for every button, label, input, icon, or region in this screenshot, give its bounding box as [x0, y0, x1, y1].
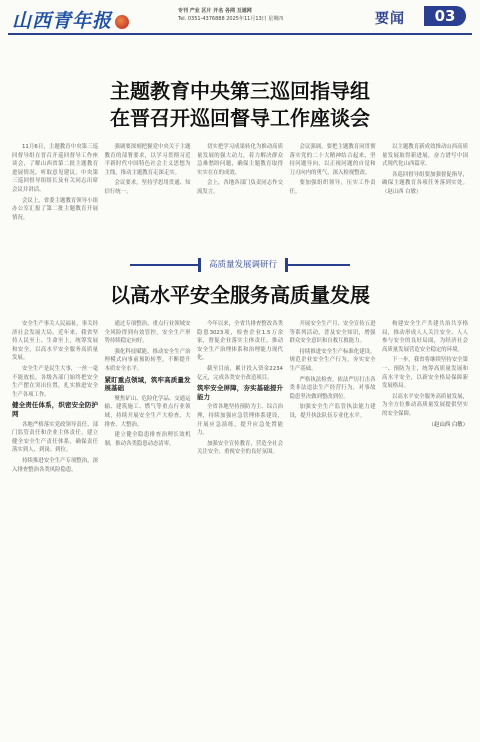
meta-line-2: Tel. 0351-4376888 2025年11月13日 星期四 [178, 16, 284, 22]
article1-column [12, 143, 98, 236]
paragraph: 截至目前，累计投入资金2234亿元，完成各类安全改造项目。 [197, 365, 283, 381]
paragraph: 以高水平安全服务高质量发展，为全方位推动高质量发展提供坚实的安全保障。 [382, 393, 468, 417]
meta-line-1: 专刊 产业 区片 开名 各网 互通网 [178, 8, 252, 14]
paragraph: 开展安全生产月、安全宣传五进等系列活动，普及安全知识，增强群众安全意识和自救互救能力。 [289, 321, 376, 345]
paragraph: 会议要求，坚持学思用贯通、知信行统一。 [104, 180, 191, 195]
paragraph: 聚焦矿山、危险化学品、交通运输、建筑施工、燃气等重点行业领域，持续开展安全生产大检查、大排查、大整治。 [104, 395, 191, 428]
paragraph: 11月6日，主题教育中央第三巡回督导组在晋召开巡回督导工作座谈会，了解山西省第二批主题教育进展情况，听取意见建议。中央第三巡回督导组组长及有关同志出席会议并讲话。 [12, 144, 98, 193]
article2-column [382, 320, 468, 732]
masthead [0, 0, 480, 44]
article2-column [12, 320, 98, 732]
paragraph: 下一步，我省将继续坚持安全第一、预防为主，统筹高质量发展和高水平安全，以新安全格局保障新发展格局。 [382, 357, 468, 390]
paragraph: 会上，各地各部门负责同志作交流发言。 [197, 180, 283, 195]
logo-emblem-icon [115, 15, 129, 29]
paragraph: 安全生产是民生大事，一丝一毫不能放松。各级各部门始终把安全生产摆在突出位置，扎实推进安全生产各项工作。 [12, 365, 98, 398]
article2-headline: 以高水平安全服务高质量发展 [110, 283, 370, 307]
paragraph: 要加强组织领导，压实工作责任。 [289, 180, 376, 195]
paragraph: 全省各地坚持预防为主、综合治理，持续加强应急管理体系建设，开展应急演练，提升应急处置能力。 [197, 404, 283, 437]
paragraph: 加强安全生产监管执法能力建设，提升执法队伍专业化水平。 [289, 404, 376, 419]
paragraph: 构建安全生产共建共治共享格局，推动形成人人关注安全、人人参与安全的良好局面，为经济社会高质量发展营造安全稳定的环境。 [382, 321, 468, 353]
byline: （赵山西 白敏） [428, 421, 468, 428]
section-label: 要闻 [375, 11, 405, 27]
paragraph: 通过专项整治，重点行业领域安全风险得到有效管控，安全生产形势持续稳定向好。 [104, 321, 191, 345]
page-number: 03 [424, 6, 466, 26]
paragraph: 切实把学习成果转化为推动高质量发展的强大动力，着力解决群众急难愁盼问题，确保主题教育取得实实在在的成效。 [197, 144, 283, 176]
paragraph: 安全生产事关人民福祉，事关经济社会发展大局。近年来，我省坚持人民至上、生命至上，统筹发展和安全，以高水平安全服务高质量发展。 [12, 321, 98, 362]
article2-column [197, 320, 283, 732]
paragraph: 会议上，省委主题教育领导小组办公室汇报了第二批主题教育开展情况。 [12, 197, 98, 221]
article1-body [12, 143, 468, 236]
paragraph: 强调要深刻把握党中央关于主题教育的部署要求，以学习贯彻习近平新时代中国特色社会主义思想为主线，推动主题教育走深走实。 [104, 144, 191, 176]
masthead-meta [178, 7, 368, 23]
newspaper-logo [12, 6, 129, 33]
paragraph: 各巡回督导组要加强督促指导，确保主题教育各项任务落到实处。（赵山西 白敏） [382, 171, 468, 195]
article2-column [105, 320, 191, 732]
subheading: 紧盯重点领域，筑牢高质量发展基础 [104, 375, 191, 393]
article2-body [12, 320, 468, 732]
section-banner [130, 258, 350, 272]
paragraph: 持续推进安全生产标准化建设，规范企业安全生产行为，夯实安全生产基础。 [289, 348, 376, 372]
subheading: 健全责任体系，织密安全防护网 [12, 401, 98, 418]
paragraph: 以主题教育新成效推动山西高质量发展取得新进展，奋力谱写中国式现代化山西篇章。 [382, 144, 468, 168]
paragraph: 今年以来，全省共排查整改各类隐患3023项，检查企业1.5万余家，督促企业落实主体责任，推动安全生产治理体系和治理能力现代化。 [197, 321, 283, 362]
logo-text: 山西青年报 [12, 10, 113, 32]
article1-column [382, 143, 468, 236]
paragraph: 严格执法检查，依法严厉打击各类非法违法生产经营行为，对事故隐患坚决做到整改到位。 [289, 376, 376, 400]
article1-column [197, 143, 283, 236]
banner-tag: 高质量发展调研行 [198, 258, 288, 272]
header-rule [8, 33, 472, 35]
subheading: 筑牢安全屏障，夯实基础提升能力 [197, 384, 283, 401]
paragraph: 建立健全隐患排查治理长效机制，推动各类隐患动态清零。 [104, 432, 191, 447]
paragraph: 会议强调，要把主题教育同贯彻落实党的二十大精神结合起来，坚持问题导向，以正视问题的自觉和刀刃向内的勇气，深入检视整改。 [289, 144, 376, 176]
article1-headline [0, 78, 480, 132]
paragraph: 持续推进安全生产专项整治，深入排查整治各类风险隐患。 [12, 457, 98, 473]
paragraph: 各地严格落实党政领导责任、部门监管责任和企业主体责任，建立健全安全生产责任体系，确保责任落实到人、到岗、到位。 [12, 421, 98, 454]
paragraph: 强化科技赋能，推动安全生产治理模式向事前预防转型，不断提升本质安全水平。 [104, 348, 191, 372]
headline-line-2: 在晋召开巡回督导工作座谈会 [110, 106, 370, 130]
headline-line-1: 主题教育中央第三巡回指导组 [110, 79, 370, 103]
article1-column [105, 143, 191, 236]
paragraph: 加强安全宣传教育，营造全社会关注安全、重视安全的良好氛围。 [197, 440, 283, 456]
article2-column [290, 320, 376, 732]
article1-column [290, 143, 376, 236]
